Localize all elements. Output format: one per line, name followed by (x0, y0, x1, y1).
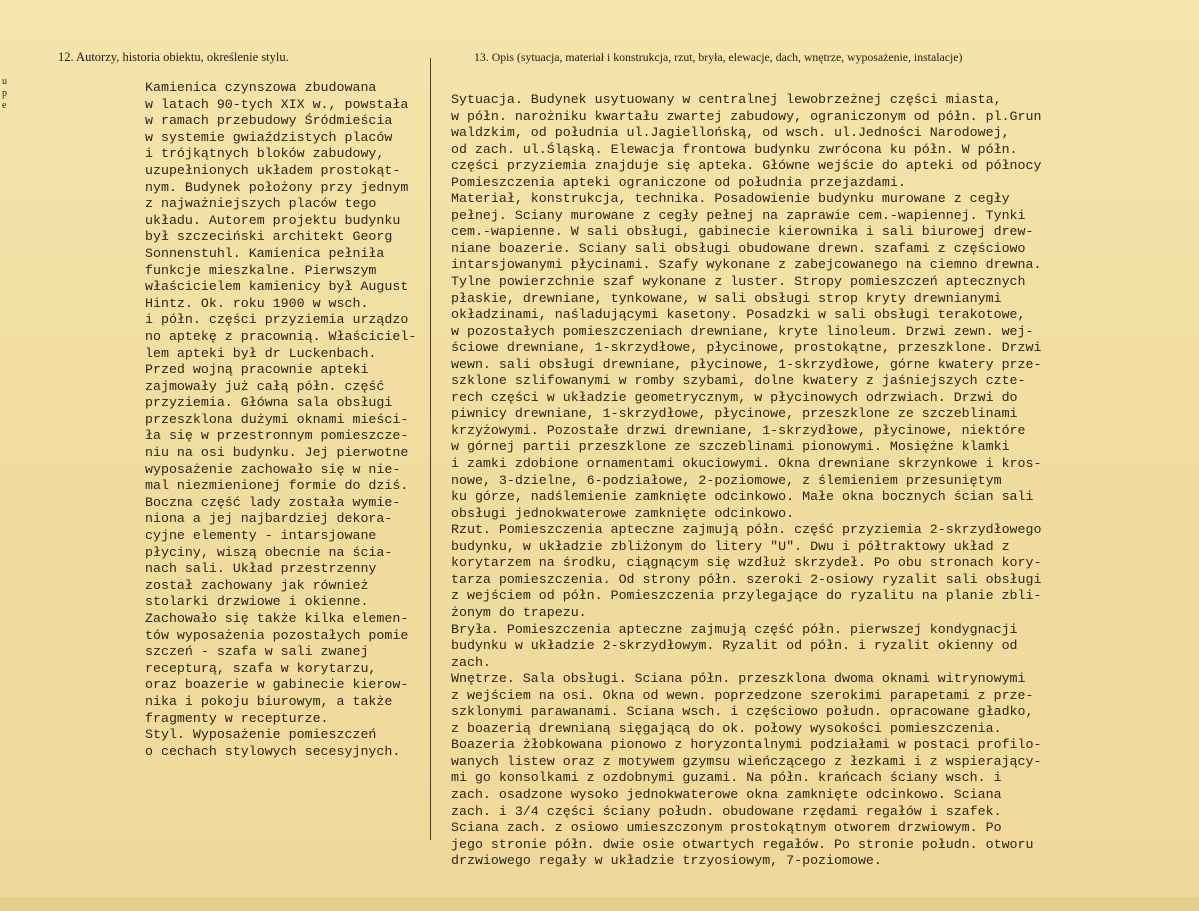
text-line: ku górze, nadślemienie zamknięte odcinkowo. Małe okna bocznych ścian sali (451, 489, 1034, 505)
text-line: z boazerią drewnianą sięgającą do ok. połowy wysokości pomieszczenia. (451, 720, 1002, 736)
text-line: Bryła. Pomieszczenia apteczne zajmują część półn. pierwszej kondygnacji (451, 621, 1018, 637)
text-line: niona a jej najbardziej dekora- (145, 511, 393, 527)
text-line: wanych listew oraz z motywem gzymsu wieńczącego z łezkami i z wspierający- (451, 753, 1042, 769)
text-line: był szczeciński architekt Georg (145, 229, 393, 245)
text-line: nym. Budynek położony przy jednym (145, 179, 409, 195)
text-line: stolarki drzwiowe i okienne. (145, 594, 369, 610)
text-line: w półn. narożniku kwartału zwartej zabudowy, ograniczonym od półn. pl.Grun (451, 108, 1042, 124)
text-line: cyjne elementy - intarsjowane (145, 528, 377, 544)
text-line: Pomieszczenia apteki ograniczone od południa przejazdami. (451, 174, 906, 190)
text-line: Tylne powierzchnie szaf wykonane z luster. Stropy pomieszczeń aptecznych (451, 274, 1026, 290)
text-line: budynku w układzie 2-skrzydłowym. Ryzalit od półn. i ryzalit okienny od (451, 638, 1018, 654)
text-line: w górnej partii przeszklone ze szczeblinami pionowymi. Mosiężne klamki (451, 439, 1010, 455)
text-line: płyciny, wiszą obecnie na ścia- (145, 544, 393, 560)
text-line: układu. Autorem projektu budynku (145, 212, 401, 228)
text-line: niane boazerie. Sciany sali obsługi obudowane drewn. szafami z częściowo (451, 240, 1026, 256)
text-line: wyposażenie zachowało się w nie- (145, 461, 401, 477)
text-line: lem apteki był dr Luckenbach. (145, 345, 377, 361)
text-line: mal niezmienionej formie do dziś. (145, 478, 409, 494)
text-line: Hintz. Ok. roku 1900 w wsch. (145, 295, 369, 311)
text-line: szklone szlifowanymi w romby szybami, dolne kwatery z jaśniejszych czte- (451, 373, 1026, 389)
text-line: drzwiowego regały w układzie trzyosiowym, 7-poziomowe. (451, 853, 882, 869)
text-line: zach. osadzone wysoko jednokwaterowe okna zamknięte odcinkowo. Sciana (451, 786, 1002, 802)
text-line: niu na osi budynku. Jej pierwotne (145, 445, 409, 461)
text-line: w latach 90-tych XIX w., powstała (145, 96, 409, 112)
text-line: Boczna część lady została wymie- (145, 494, 401, 510)
text-line: Sonnenstuhl. Kamienica pełniła (145, 245, 385, 261)
text-line: Boazeria żłobkowana pionowo z horyzontalnymi podziałami w postaci profilo- (451, 737, 1042, 753)
text-line: Przed wojną pracownie apteki (145, 362, 369, 378)
margin-marks (2, 76, 7, 112)
text-line: przyziemia. Główna sala obsługi (145, 395, 393, 411)
text-line: pełnej. Sciany murowane z cegły pełnej na zaprawie cem.-wapiennej. Tynki (451, 207, 1026, 223)
text-line: recepturą, szafa w korytarzu, (145, 660, 377, 676)
text-line: zajmowały już całą półn. część (145, 378, 385, 394)
page-bottom-edge (0, 897, 1199, 911)
text-line: piwnicy drewniane, 1-skrzydłowe, płycinowe, przeszklone ze szczeblinami (451, 406, 1018, 422)
text-line: okładzinami, naśladującymi kasetony. Posadzki w sali obsługi terakotowe, (451, 307, 1026, 323)
text-line: w ramach przebudowy Śródmieścia (145, 113, 393, 129)
text-line: tów wyposażenia pozostałych pomie (145, 627, 409, 643)
text-line: został zachowany jak również (145, 577, 369, 593)
text-line: i trójkątnych bloków zabudowy, (145, 146, 385, 162)
text-line: waldzkim, od południa ul.Jagiellońską, od wsch. ul.Jedności Narodowej, (451, 125, 1010, 141)
text-line: przeszklona dużymi oknami mieści- (145, 411, 409, 427)
description-text-column (451, 92, 1041, 870)
text-line: z wejściem na osi. Okna od wewn. poprzedzone szerokimi parapetami z prze- (451, 687, 1034, 703)
text-line: krzyżowymi. Pozostałe drzwi drewniane, 1-skrzydłowe, płycinowe, niektóre (451, 422, 1026, 438)
text-line: mi go konsolkami z ozdobnymi guzami. Na półn. krańcach ściany wsch. i (451, 770, 1002, 786)
text-line: Wnętrze. Sala obsługi. Sciana półn. przeszklona dwoma oknami witrynowymi (451, 671, 1026, 687)
text-line: nika i pokoju biurowym, a także (145, 693, 393, 709)
text-line: oraz boazerie w gabinecie kierow- (145, 677, 409, 693)
text-line: wewn. sali obsługi drewniane, płycinowe, 1-skrzydłowe, górne kwatery prze- (451, 356, 1042, 372)
text-line: intarsjowanymi płycinami. Szafy wykonane z zabejcowanego na ciemno drewna. (451, 257, 1042, 273)
margin-mark: u (2, 76, 7, 87)
text-line: ściowe drewniane, 1-skrzydłowe, płycinowe, prostokątne, przeszklone. Drzwi (451, 340, 1042, 356)
text-line: z najważniejszych placów tego (145, 196, 377, 212)
margin-mark: e (2, 100, 7, 111)
text-line: szklonymi parawanami. Sciana wsch. i częściowo połudn. opracowane gładko, (451, 704, 1034, 720)
left-section-heading: 12. Autorzy, historia obiektu, określenie stylu. (58, 50, 289, 64)
text-line: właścicielem kamienicy był August (145, 279, 409, 295)
text-line: obsługi jednokwaterowe zamknięte odcinkowo. (451, 505, 795, 521)
text-line: w systemie gwiaździstych placów (145, 129, 393, 145)
text-line: płaskie, drewniane, tynkowane, w sali obsługi strop kryty drewnianymi (451, 290, 1002, 306)
text-line: szczeń - szafa w sali zwanej (145, 644, 369, 660)
text-line: i półn. części przyziemia urządzo (145, 312, 409, 328)
text-line: od zach. ul.Śląską. Elewacja frontowa budynku zwrócona ku półn. W półn. (451, 141, 1018, 157)
text-line: fragmenty w recepturze. (145, 710, 329, 726)
text-line: tarza pomieszczenia. Od strony półn. szeroki 2-osiowy ryzalit sali obsługi (451, 571, 1042, 587)
text-line: Styl. Wyposażenie pomieszczeń (145, 727, 377, 743)
text-line: ła się w przestronnym pomieszcze- (145, 428, 409, 444)
text-line: nach sali. Układ przestrzenny (145, 561, 377, 577)
text-line: rech części w układzie geometrycznym, w płycinowych odrzwiach. Drzwi do (451, 389, 1018, 405)
margin-mark: p (2, 88, 7, 99)
text-line: w pozostałych pomieszczeniach drewniane, kryte linoleum. Drzwi zewn. wej- (451, 323, 1034, 339)
text-line: funkcje mieszkalne. Pierwszym (145, 262, 377, 278)
text-line: i zamki zdobione ornamentami okuciowymi. Okna drewniane skrzynkowe i kros- (451, 456, 1042, 472)
text-line: no aptekę z pracownią. Właściciel- (145, 328, 417, 344)
text-line: uzupełnionych układem prostokąt- (145, 162, 401, 178)
history-text-column (145, 80, 416, 760)
text-line: Rzut. Pomieszczenia apteczne zajmują półn. część przyziemia 2-skrzydłowego (451, 522, 1042, 538)
right-section-heading: 13. Opis (sytuacja, materiał i konstrukcja, rzut, bryła, elewacje, dach, wnętrze, wyposażenie, instalacje) (474, 50, 963, 64)
text-line: Zachowało się także kilka elemen- (145, 611, 409, 626)
text-line: zach. (451, 654, 491, 670)
text-line: Sytuacja. Budynek usytuowany w centralnej lewobrzeżnej części miasta, (451, 92, 1002, 107)
text-line: budynku, w układzie zbliżonym do litery "U". Dwu i półtraktowy układ z (451, 538, 1010, 554)
text-line: o cechach stylowych secesyjnych. (145, 743, 401, 759)
text-line: jego stronie półn. dwie osie otwartych regałów. Po stronie połudn. otworu (451, 836, 1034, 852)
text-line: żonym do trapezu. (451, 604, 587, 620)
text-line: Sciana zach. z osiowo umieszczonym prostokątnym otworem drzwiowym. Po (451, 820, 1002, 836)
text-line: korytarzem na środku, ciągnącym się wzdłuż skrzydeł. Po obu stronach kory- (451, 555, 1042, 571)
text-line: Kamienica czynszowa zbudowana (145, 80, 377, 95)
text-line: cem.-wapienne. W sali obsługi, gabinecie kierownika i sali biurowej drew- (451, 224, 1034, 240)
text-line: Materiał, konstrukcja, technika. Posadowienie budynku murowane z cegły (451, 191, 1010, 207)
column-divider (430, 58, 431, 840)
text-line: zach. i 3/4 części ściany połudn. obudowane rzędami regałów i szafek. (451, 803, 1002, 819)
text-line: części przyziemia znajduje się apteka. Główne wejście do apteki od północy (451, 158, 1042, 174)
text-line: z wejściem od półn. Pomieszczenia przylegające do ryzalitu na planie zbli- (451, 588, 1042, 604)
text-line: nowe, 3-dzielne, 6-podziałowe, 2-poziomowe, z ślemieniem przesuniętym (451, 472, 1002, 488)
